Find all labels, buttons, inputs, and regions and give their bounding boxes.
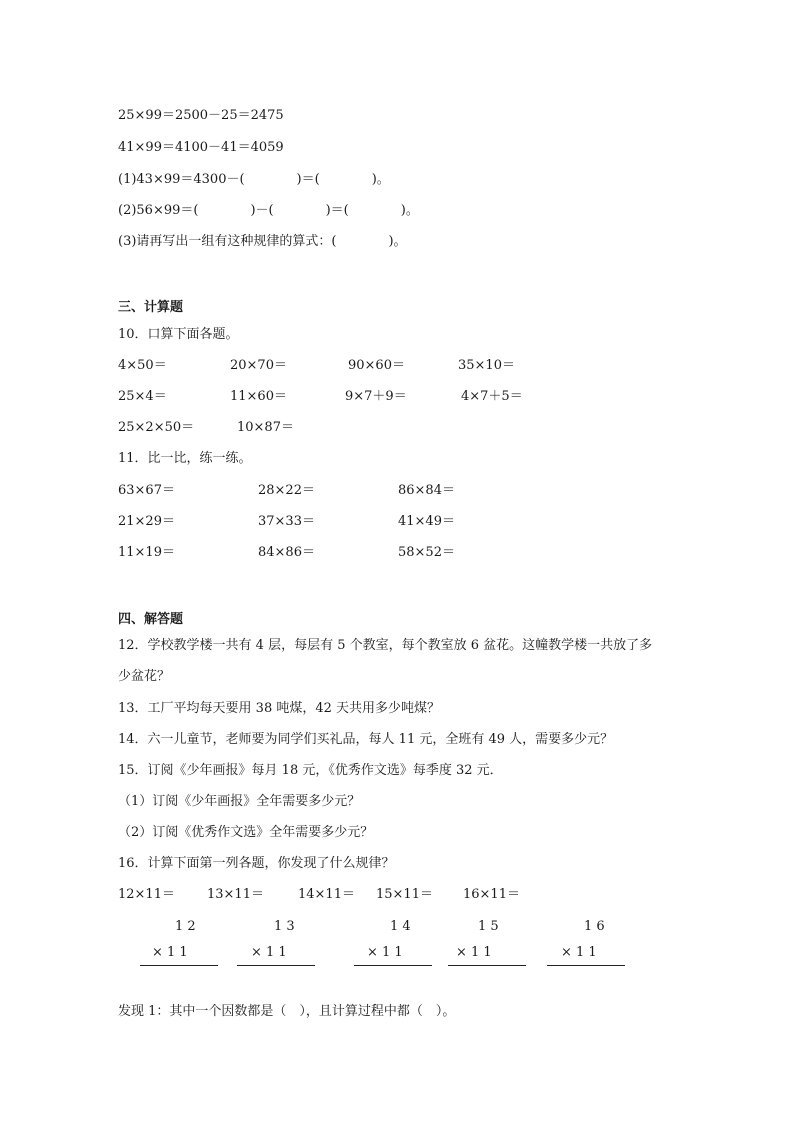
q11-item: 84×86＝: [258, 545, 315, 560]
vertical-top: 1 3: [274, 919, 295, 934]
q11-title: 11．比一比，练一练。: [118, 451, 252, 466]
q11-item: 58×52＝: [398, 545, 455, 560]
vertical-rule: [237, 965, 315, 966]
q15-sub-1: （1）订阅《少年画报》全年需要多少元？: [118, 794, 361, 809]
q12-text-1: 12．学校教学楼一共有 4 层，每层有 5 个教室，每个教室放 6 盆花。这幢教学楼一共放了多: [118, 638, 653, 653]
q13-text: 13．工厂平均每天要用 38 吨煤，42 天共用多少吨煤？: [118, 701, 441, 716]
q11-item: 41×49＝: [398, 514, 455, 529]
q11-item: 86×84＝: [398, 483, 455, 498]
vertical-bottom: × 1 1: [367, 945, 403, 960]
section-3-heading: 三、计算题: [118, 300, 184, 315]
q11-item: 11×19＝: [118, 545, 175, 560]
q10-item: 10×87＝: [237, 420, 294, 435]
vertical-bottom: × 1 1: [152, 945, 188, 960]
pattern-question-3: (3)请再写出一组有这种规律的算式：( )。: [118, 234, 407, 249]
q10-item: 4×50＝: [118, 358, 167, 373]
q15-sub-2: （2）订阅《优秀作文选》全年需要多少元？: [118, 825, 374, 840]
vertical-top: 1 4: [390, 919, 411, 934]
q10-item: 25×2×50＝: [118, 420, 195, 435]
pattern-question-1: (1)43×99＝4300－( )＝( )。: [118, 172, 390, 187]
pattern-question-2: (2)56×99＝( )－( )＝( )。: [118, 203, 419, 218]
q15-text: 15．订阅《少年画报》每月 18 元，《优秀作文选》每季度 32 元．: [118, 763, 503, 778]
vertical-top: 1 6: [584, 919, 605, 934]
q10-item: 25×4＝: [118, 389, 167, 404]
q10-item: 4×7＋5＝: [461, 389, 523, 404]
q16-equation: 16×11＝: [463, 887, 520, 902]
vertical-bottom: × 1 1: [456, 945, 492, 960]
q10-item: 20×70＝: [230, 358, 287, 373]
q16-equation: 14×11＝: [298, 887, 355, 902]
vertical-rule: [547, 965, 625, 966]
q16-finding: 发现 1：其中一个因数都是（ ），且计算过程中都（ ）。: [118, 1004, 456, 1019]
vertical-rule: [448, 965, 526, 966]
q11-item: 63×67＝: [118, 483, 175, 498]
q16-title: 16．计算下面第一列各题，你发现了什么规律？: [118, 856, 395, 871]
vertical-top: 1 5: [478, 919, 499, 934]
pattern-line-2: 41×99＝4100－41＝4059: [118, 140, 284, 155]
q10-title: 10．口算下面各题。: [118, 327, 239, 342]
q11-item: 37×33＝: [258, 514, 315, 529]
q10-item: 9×7＋9＝: [345, 389, 407, 404]
vertical-bottom: × 1 1: [251, 945, 287, 960]
section-4-heading: 四、解答题: [118, 612, 184, 627]
q12-text-2: 少盆花？: [118, 669, 171, 684]
q10-item: 35×10＝: [458, 358, 515, 373]
vertical-top: 1 2: [175, 919, 196, 934]
pattern-line-1: 25×99＝2500－25＝2475: [118, 108, 284, 123]
q16-equation: 12×11＝: [118, 887, 175, 902]
q16-equation: 15×11＝: [376, 887, 433, 902]
q14-text: 14．六一儿童节，老师要为同学们买礼品，每人 11 元，全班有 49 人，需要多少元？: [118, 732, 614, 747]
vertical-rule: [140, 965, 218, 966]
q11-item: 21×29＝: [118, 514, 175, 529]
vertical-rule: [354, 965, 432, 966]
q16-equation: 13×11＝: [207, 887, 264, 902]
q10-item: 11×60＝: [230, 389, 287, 404]
q10-item: 90×60＝: [348, 358, 405, 373]
q11-item: 28×22＝: [258, 483, 315, 498]
vertical-bottom: × 1 1: [561, 945, 597, 960]
